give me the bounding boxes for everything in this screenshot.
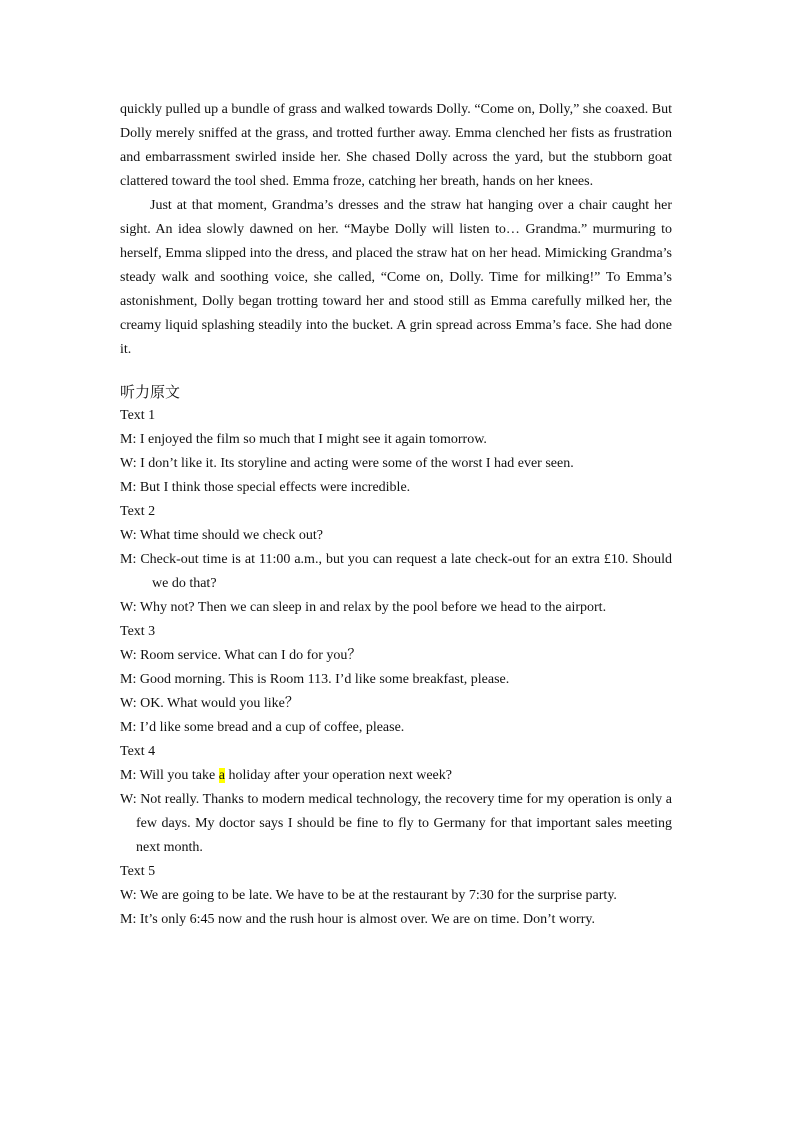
dialogue-line: M: I’d like some bread and a cup of coffee, please. [120, 720, 405, 735]
text-label: Text 5 [120, 864, 156, 879]
dialogue-line: M: It’s only 6:45 now and the rush hour is almost over. We are on time. Don’t worry. [120, 912, 595, 927]
dialogue-line: W: OK. What would you like？ [120, 696, 299, 711]
dialogue-line: W: What time should we check out? [120, 528, 323, 543]
story-paragraph-1: quickly pulled up a bundle of grass and walked towards Dolly. “Come on, Dolly,” she coaxed. But Dolly merely sniffed at the grass, and trotted further away. Emma clenched her fists as frustration and embarrassment swirled inside her. She chased Dolly across the yard, but the stubborn goat clattered toward the tool shed. Emma froze, catching her breath, hands on her knees. [120, 102, 672, 189]
dialogue-line: W: We are going to be late. We have to be at the restaurant by 7:30 for the surprise party. [120, 888, 617, 903]
dialogue-line: W: Not really. Thanks to modern medical technology, the recovery time for my operation is only a few days. My doctor says I should be fine to fly to Germany for that important sales meeting next month. [120, 792, 672, 855]
dialogue-line: M: Good morning. This is Room 113. I’d like some breakfast, please. [120, 672, 510, 687]
text-label: Text 3 [120, 624, 156, 639]
dialogue-line: M: Check-out time is at 11:00 a.m., but you can request a late check-out for an extra £10. Should we do that? [120, 552, 672, 591]
document-page [120, 98, 672, 932]
dialogue-line: M: But I think those special effects were incredible. [120, 480, 411, 495]
transcript-text-1 [120, 404, 672, 500]
dialogue-line [120, 764, 672, 788]
line-text: M: Will you take [120, 768, 219, 783]
story-paragraph-2: Just at that moment, Grandma’s dresses and the straw hat hanging over a chair caught her sight. An idea slowly dawned on her. “Maybe Dolly will listen to… Grandma.” murmuring to herself, Emma slipped into the dress, and placed the straw hat on her head. Mimicking Grandma’s steady walk and soothing voice, she called, “Come on, Dolly. Time for milking!” To Emma’s astonishment, Dolly began trotting toward her and stood still as Emma carefully milked her, the creamy liquid splashing steadily into the bucket. A grin spread across Emma’s face. She had done it. [120, 198, 672, 357]
dialogue-line: W: Why not? Then we can sleep in and relax by the pool before we head to the airport. [120, 600, 607, 615]
text-label: Text 4 [120, 744, 156, 759]
dialogue-line: W: Room service. What can I do for you？ [120, 648, 362, 663]
transcript-text-3 [120, 620, 672, 740]
dialogue-line: W: I don’t like it. Its storyline and acting were some of the worst I had ever seen. [120, 456, 574, 471]
transcript-text-2 [120, 500, 672, 620]
transcript-text-5 [120, 860, 672, 932]
highlighted-text: a [218, 768, 225, 783]
dialogue-line: M: I enjoyed the film so much that I might see it again tomorrow. [120, 432, 487, 447]
transcript-title: 听力原文 [120, 383, 181, 401]
text-label: Text 2 [120, 504, 156, 519]
text-label: Text 1 [120, 408, 156, 423]
transcript-text-4 [120, 740, 672, 860]
line-text: holiday after your operation next week? [224, 768, 452, 783]
